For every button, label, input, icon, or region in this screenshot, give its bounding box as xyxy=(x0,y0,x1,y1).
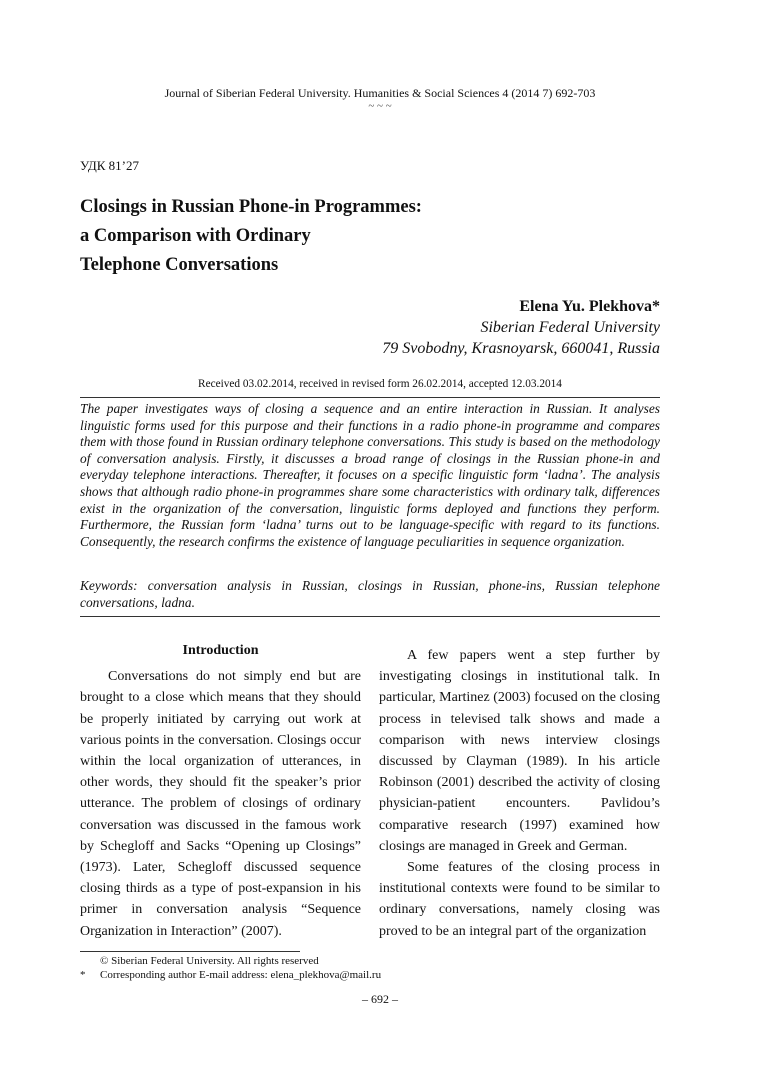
body-paragraph: Some features of the closing process in institutional contexts were found to be similar to ordinary conversations, namely closing was proved to be an integral part of the organization xyxy=(379,860,660,939)
copyright-text: © Siberian Federal University. All rights reserved xyxy=(100,955,319,967)
footnote-copyright xyxy=(80,954,480,968)
title-line: Telephone Conversations xyxy=(80,255,279,275)
udk-code: УДК 81’27 xyxy=(80,158,140,173)
page-number: – 692 – xyxy=(362,992,398,1006)
keywords: Keywords: conversation analysis in Russian, closings in Russian, phone-ins, Russian telephone conversations, ladna. xyxy=(80,578,660,610)
footnote-corresponding xyxy=(80,968,480,982)
right-column xyxy=(379,645,660,942)
author-address: 79 Svobodny, Krasnoyarsk, 660041, Russia xyxy=(382,340,660,357)
footnote-rule xyxy=(80,951,300,952)
abstract-top-rule xyxy=(80,397,660,398)
footnote-spacer xyxy=(80,954,100,968)
title-line: a Comparison with Ordinary xyxy=(80,226,311,246)
corresponding-author-text: Corresponding author E-mail address: elena_plekhova@mail.ru xyxy=(100,969,382,981)
footnotes xyxy=(80,954,480,982)
received-dates: Received 03.02.2014, received in revised form 26.02.2014, accepted 12.03.2014 xyxy=(198,378,562,390)
section-heading-introduction: Introduction xyxy=(182,643,259,658)
article-title xyxy=(80,193,680,280)
left-column xyxy=(80,640,361,942)
abstract-bottom-rule xyxy=(80,616,660,617)
body-paragraph: Conversations do not simply end but are brought to a close which means that they should be properly initiated by carrying out work at various points in the conversation. Closings occur within the local organization of utterances, in other words, they should fit the speaker’s prior utterance. The problem of closings of ordinary conversation was discussed in the famous work by Schegloff and Sacks “Opening up Closings” (1973). Later, Schegloff discussed sequence closing thirds as a type of post-expansion in his primer in conversation analysis “Sequence Organization in Interaction” (2007). xyxy=(80,669,361,939)
author-affiliation: Siberian Federal University xyxy=(480,319,660,336)
abstract: The paper investigates ways of closing a sequence and an entire interaction in Russian. It analyses linguistic forms used for this purpose and their functions in a radio phone-in programme and compares them with those found in Russian ordinary telephone conversations. This study is based on the methodology of conversation analysis. Firstly, it discusses a broad range of closings in the Russian phone-in and everyday telephone interactions. Thereafter, it focuses on a specific linguistic form ‘ladna’. The analysis shows that although radio phone-in programmes share some characteristics with ordinary talk, differences exist in the organization of the conversation, linguistic forms deployed and functions they perform. Furthermore, the Russian form ‘ladna’ turns out to be language-specific with regard to its functions. Consequently, the research confirms the existence of language peculiarities in sequence organization. xyxy=(80,401,660,549)
journal-header: Journal of Siberian Federal University. Humanities & Social Sciences 4 (2014 7) 692-703 xyxy=(164,86,596,100)
body-paragraph: A few papers went a step further by investigating closings in institutional talk. In particular, Martinez (2003) focused on the closing process in televised talk shows and made a comparison with news interview closings discussed by Clayman (1989). In his article Robinson (2001) described the activity of closing physician-patient encounters. Pavlidou’s comparative research (1997) examined how closings are managed in Greek and German. xyxy=(379,648,660,854)
header-ornament: ~ ~ ~ xyxy=(368,100,392,112)
footnote-asterisk: * xyxy=(80,969,86,981)
author-name: Elena Yu. Plekhova* xyxy=(519,298,660,315)
title-line: Closings in Russian Phone-in Programmes: xyxy=(80,197,422,217)
author-block xyxy=(382,296,660,359)
